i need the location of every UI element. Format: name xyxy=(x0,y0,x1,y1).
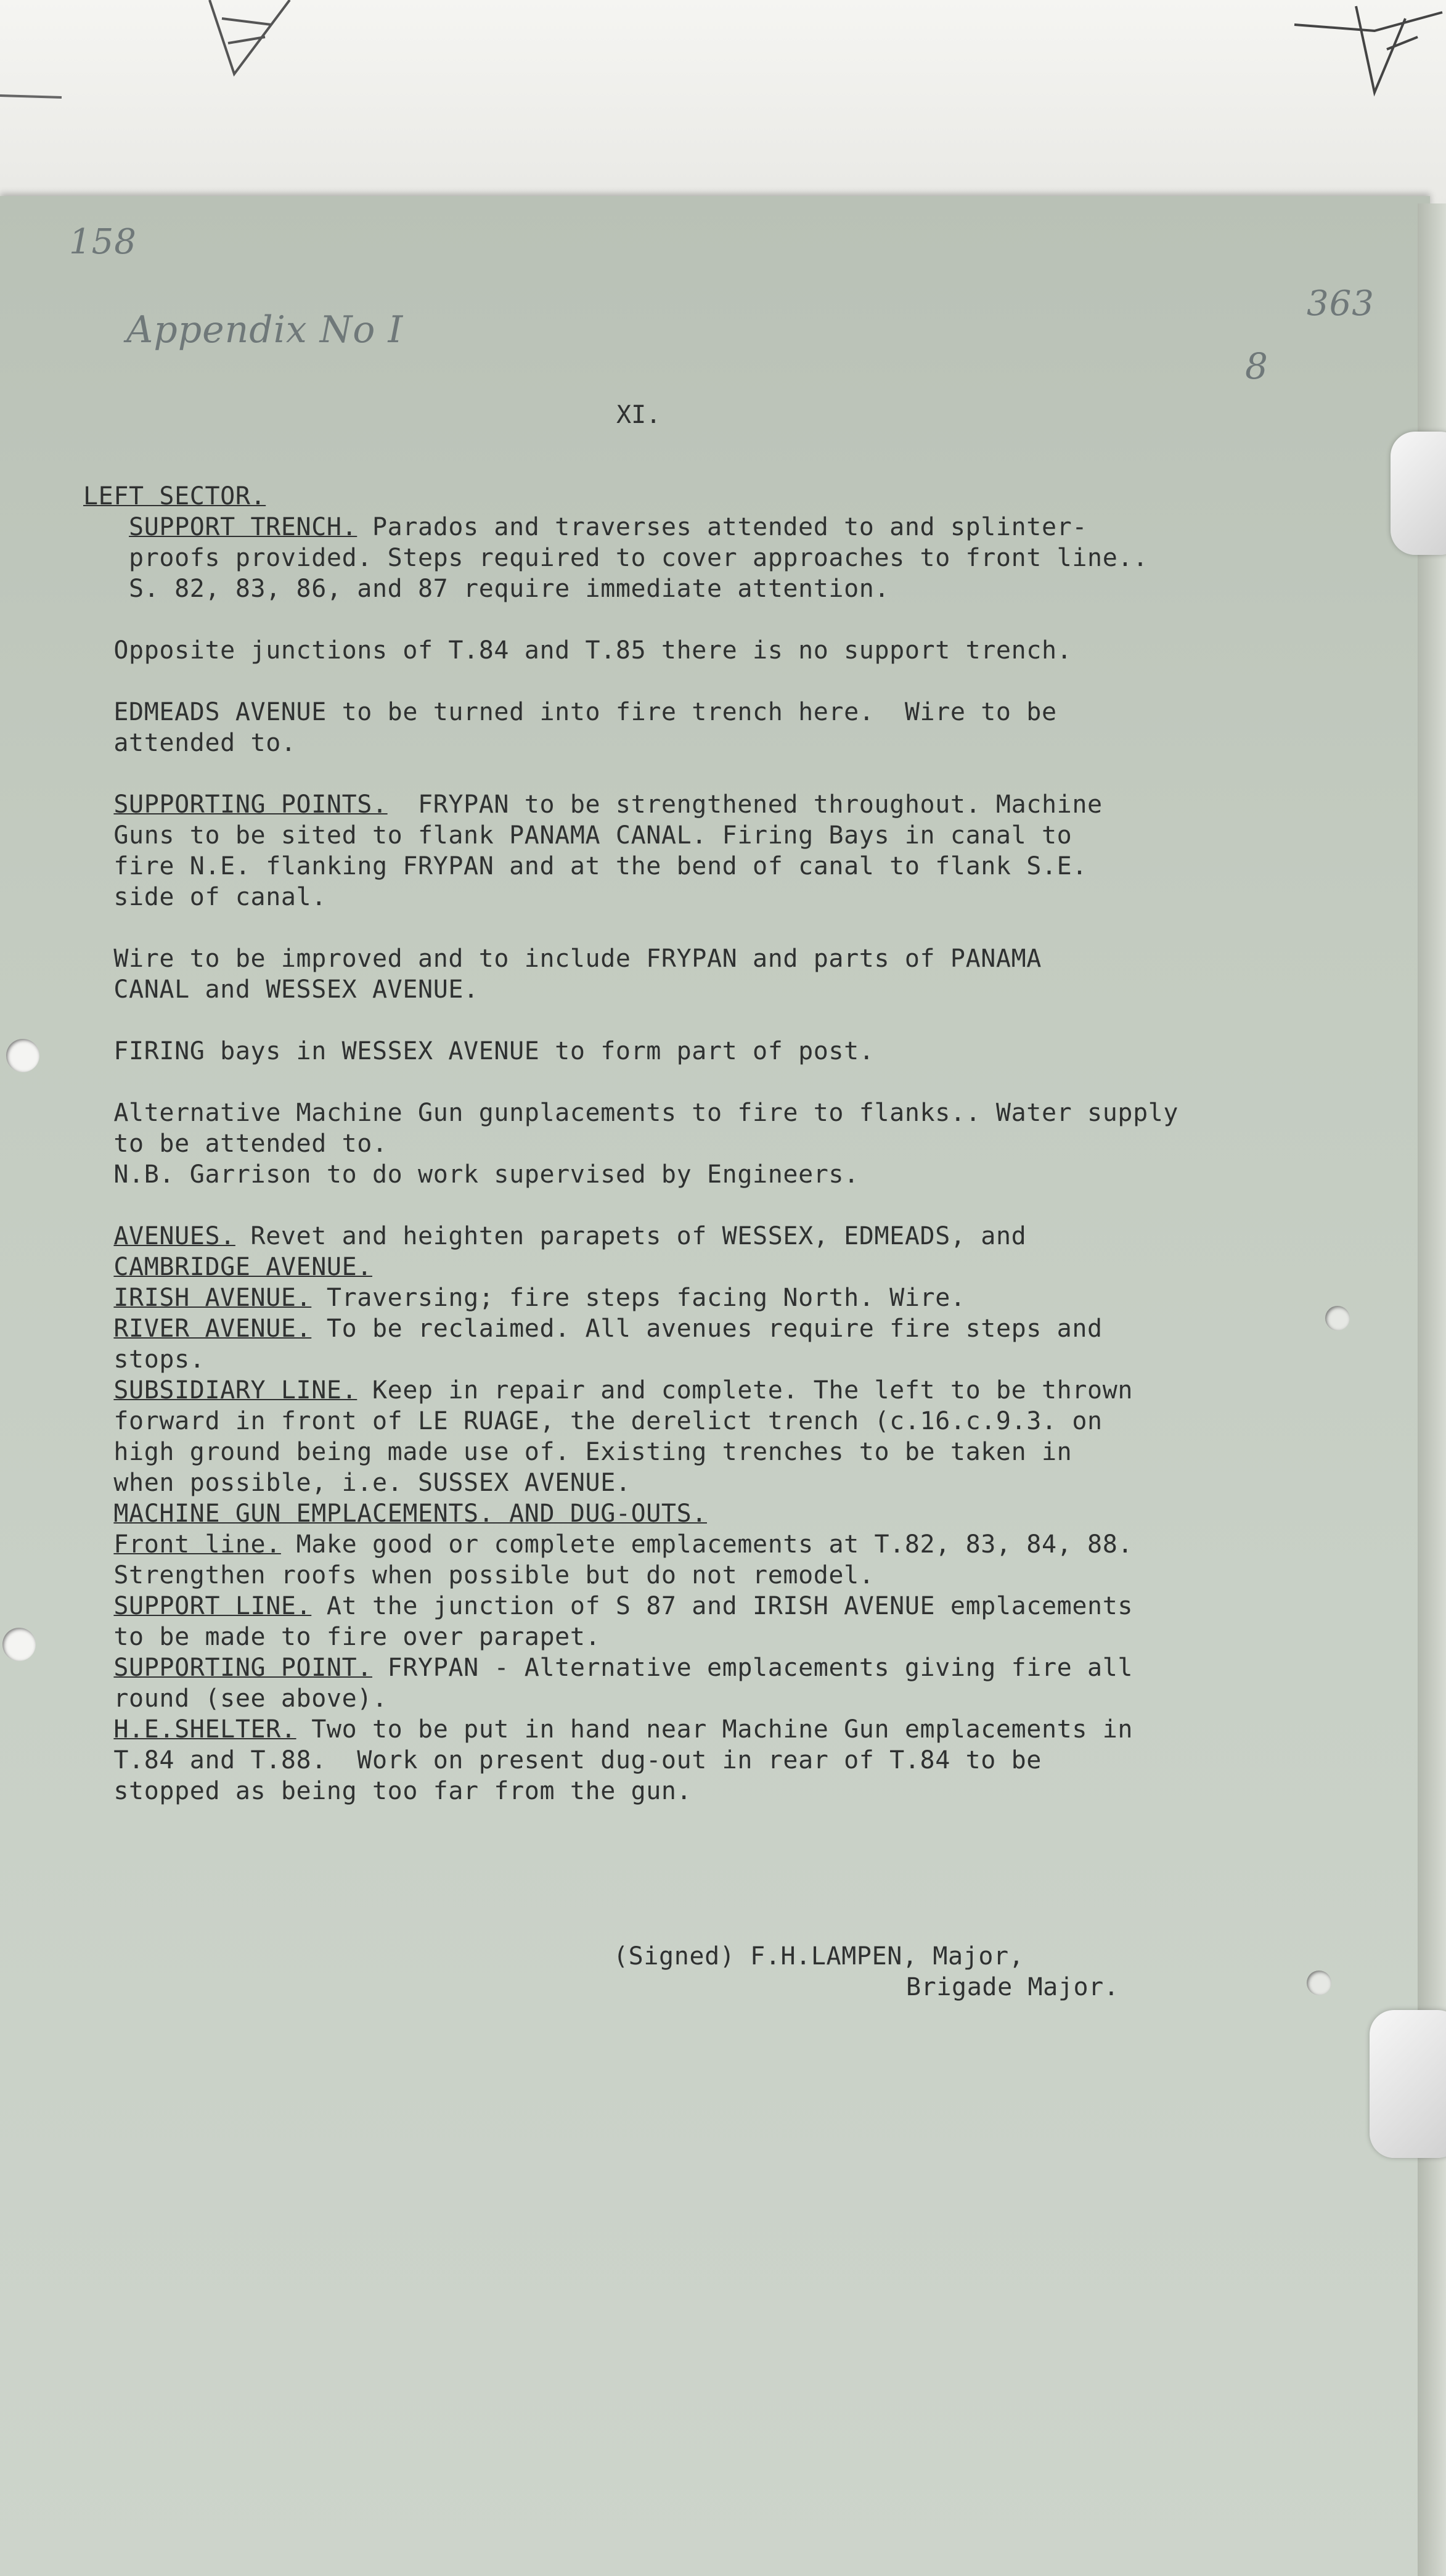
label-supporting-points: SUPPORTING POINTS. xyxy=(113,790,388,819)
p4-line-1: FRYPAN to be strengthened throughout. Machine xyxy=(387,790,1103,819)
he-line-2: T.84 and T.88. Work on present dug-out in rear of T.84 to be xyxy=(113,1746,1042,1774)
river-line-1: To be reclaimed. All avenues require fire steps and xyxy=(311,1315,1103,1343)
p5-line-2: CANAL and WESSEX AVENUE. xyxy=(113,975,479,1004)
pen-doodle-left xyxy=(197,0,308,86)
punch-hole-4 xyxy=(1307,1971,1331,1995)
spoint-line-1: FRYPAN - Alternative emplacements giving fire all xyxy=(372,1654,1134,1682)
page-number-right: 363 xyxy=(1307,284,1375,324)
p1-line-3: S. 82, 83, 86, and 87 require immediate attention. xyxy=(129,575,890,603)
document-body xyxy=(83,481,1178,1807)
subsidiary-line-2: forward in front of LE RUAGE, the derelict trench (c.16.c.9.3. on xyxy=(113,1407,1103,1435)
he-line-3: stopped as being too far from the gun. xyxy=(113,1777,692,1805)
p1-line-2: proofs provided. Steps required to cover approaches to front line.. xyxy=(129,544,1148,572)
spoint-line-2: round (see above). xyxy=(113,1684,388,1713)
circled-number: 8 xyxy=(1245,345,1268,387)
p7-line-1: Alternative Machine Gun gunplacements to fire to flanks.. Water supply xyxy=(113,1099,1179,1127)
label-he-shelter: H.E.SHELTER. xyxy=(113,1715,296,1744)
p4-line-4: side of canal. xyxy=(113,883,327,911)
pen-doodle-right xyxy=(1282,0,1446,111)
heading-left-sector: LEFT SECTOR. xyxy=(83,482,266,511)
front-line-2: Strengthen roofs when possible but do not remodel. xyxy=(113,1561,875,1589)
avenues-line-2: CAMBRIDGE AVENUE. xyxy=(113,1253,372,1281)
page-number-left: 158 xyxy=(69,222,137,262)
front-line-1: Make good or complete emplacements at T.82, 83, 84, 88. xyxy=(280,1530,1134,1559)
label-river-avenue: RIVER AVENUE. xyxy=(113,1315,312,1343)
signature-line-2: Brigade Major. xyxy=(906,1973,1119,2001)
label-support-line: SUPPORT LINE. xyxy=(113,1592,312,1620)
binder-clip-top xyxy=(1391,432,1446,555)
support-line-1: At the junction of S 87 and IRISH AVENUE emplacements xyxy=(311,1592,1134,1620)
label-avenues: AVENUES. xyxy=(113,1222,235,1250)
p7-line-2: to be attended to. xyxy=(113,1130,388,1158)
label-irish-avenue: IRISH AVENUE. xyxy=(113,1284,312,1312)
section-number: XI. xyxy=(616,401,661,429)
p7-line-3: N.B. Garrison to do work supervised by Engineers. xyxy=(113,1160,859,1189)
label-front-line: Front line. xyxy=(113,1530,281,1559)
p3-line-2: attended to. xyxy=(113,729,296,757)
he-line-1: Two to be put in hand near Machine Gun emplacements in xyxy=(296,1715,1134,1744)
label-support-trench: SUPPORT TRENCH. xyxy=(129,513,357,541)
subsidiary-line-3: high ground being made use of. Existing trenches to be taken in xyxy=(113,1438,1072,1466)
punch-hole-1 xyxy=(6,1039,39,1072)
p2-line: Opposite junctions of T.84 and T.85 there is no support trench. xyxy=(113,636,1072,665)
label-supporting-point: SUPPORTING POINT. xyxy=(113,1654,372,1682)
p4-line-2: Guns to be sited to flank PANAMA CANAL. Firing Bays in canal to xyxy=(113,821,1072,850)
binder-clip-bottom xyxy=(1370,2010,1446,2158)
label-subsidiary-line: SUBSIDIARY LINE. xyxy=(113,1376,357,1405)
punch-hole-3 xyxy=(1325,1306,1350,1331)
support-line-2: to be made to fire over parapet. xyxy=(113,1623,601,1651)
punch-hole-2 xyxy=(2,1628,36,1661)
heading-machine-gun: MACHINE GUN EMPLACEMENTS. AND DUG-OUTS. xyxy=(113,1499,707,1528)
p3-line-1: EDMEADS AVENUE to be turned into fire trench here. Wire to be xyxy=(113,698,1057,726)
p4-line-3: fire N.E. flanking FRYPAN and at the bend of canal to flank S.E. xyxy=(113,852,1088,880)
appendix-annotation: Appendix No I xyxy=(126,308,404,351)
p5-line-1: Wire to be improved and to include FRYPAN and parts of PANAMA xyxy=(113,945,1042,973)
subsidiary-line-4: when possible, i.e. SUSSEX AVENUE. xyxy=(113,1469,631,1497)
p1-line-1: Parados and traverses attended to and splinter- xyxy=(357,513,1088,541)
page-edge xyxy=(1418,203,1446,2576)
avenues-line-1: Revet and heighten parapets of WESSEX, EDMEADS, and xyxy=(235,1222,1027,1250)
subsidiary-line-1: Keep in repair and complete. The left to be thrown xyxy=(357,1376,1134,1405)
pen-mark xyxy=(0,86,74,105)
irish-line: Traversing; fire steps facing North. Wire. xyxy=(311,1284,966,1312)
p6-line: FIRING bays in WESSEX AVENUE to form part of post. xyxy=(113,1037,875,1065)
signature-line-1: (Signed) F.H.LAMPEN, Major, xyxy=(613,1942,1024,1971)
river-line-2: stops. xyxy=(113,1345,205,1374)
